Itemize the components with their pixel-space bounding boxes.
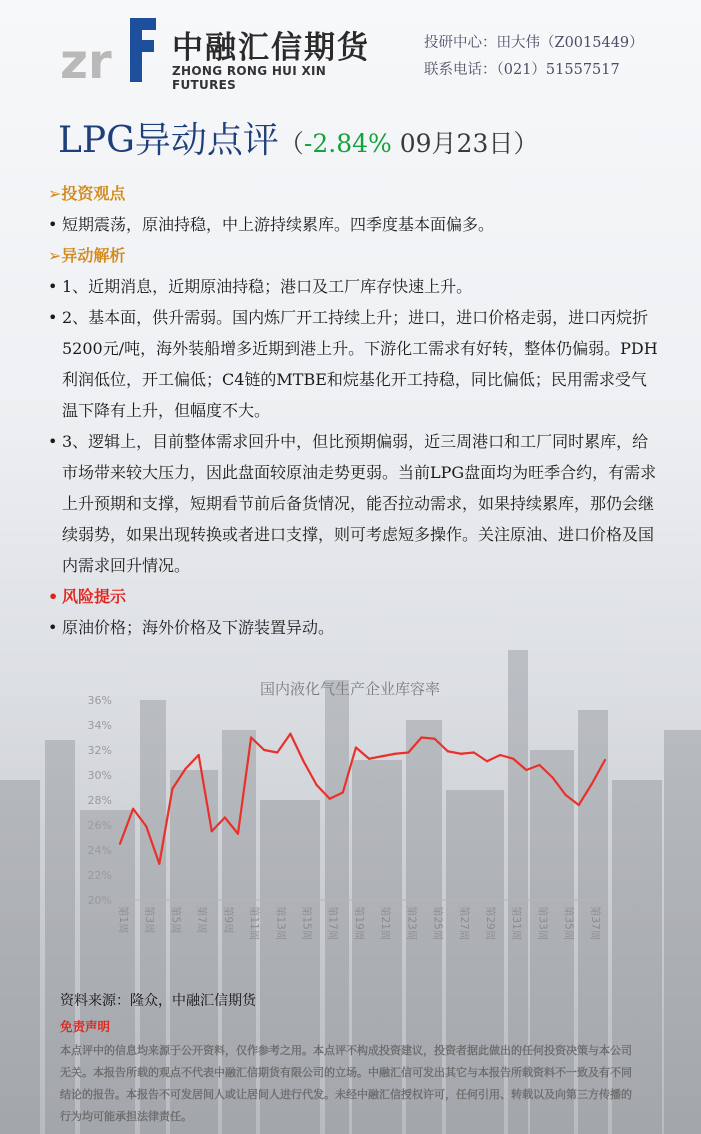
data-point [578, 804, 580, 806]
data-point [158, 863, 160, 865]
x-tick-label: 第33周 [536, 906, 549, 941]
y-tick-label: 24% [87, 844, 112, 857]
analysis-point: • 1、近期消息，近期原油持稳；港口及工厂库存快速上升。 [48, 271, 660, 302]
x-tick-label: 第23周 [405, 906, 418, 941]
data-point [512, 758, 514, 760]
x-tick-label: 第19周 [352, 906, 365, 941]
y-tick-label: 34% [87, 719, 112, 732]
arrow-icon: ➢ [48, 184, 62, 203]
report-date: 09月23日 [391, 129, 514, 158]
y-tick-label: 30% [87, 769, 112, 782]
data-source: 资料来源：隆众，中融汇信期货 [60, 993, 256, 1009]
y-tick-label: 26% [87, 819, 112, 832]
x-tick-label: 第17周 [326, 906, 339, 941]
y-tick-label: 32% [87, 744, 112, 757]
data-point [460, 753, 462, 755]
logo-chinese-name: 中融汇信期货 [172, 30, 370, 66]
svg-text:zr: zr [60, 34, 112, 82]
disclaimer-text: 本点评中的信息均来源于公开资料，仅作参考之用。本点评不构成投资建议，投资者据此做出的任何投资决策与本公司无关。本报告所载的观点不代表中融汇信期货有限公司的立场。中融汇信可发出其它与本报告所载资料不一致及有不同结论的报告。本报告不可发居间人或让居间人进行代发。未经中融汇信授权许可，任何引用、转载以及向第三方传播的行为均可能承担法律责任。 [60, 1044, 632, 1123]
data-point [473, 751, 475, 753]
x-tick-label: 第13周 [274, 906, 287, 941]
x-tick-label: 第15周 [300, 906, 313, 941]
series-line [120, 734, 605, 864]
data-point [276, 751, 278, 753]
data-point [551, 776, 553, 778]
data-point [132, 808, 134, 810]
data-point [171, 788, 173, 790]
data-point [538, 764, 540, 766]
data-point [381, 755, 383, 757]
data-point [604, 759, 606, 761]
data-point [591, 783, 593, 785]
x-tick-label: 第3周 [143, 906, 156, 934]
y-tick-label: 28% [87, 794, 112, 807]
data-point [407, 751, 409, 753]
data-point [198, 754, 200, 756]
x-tick-label: 第25周 [431, 906, 444, 941]
data-point [486, 760, 488, 762]
title-open-paren: （ [278, 129, 304, 158]
data-point [368, 758, 370, 760]
data-point [447, 750, 449, 752]
title-close-paren: ） [513, 129, 539, 158]
data-point [224, 816, 226, 818]
title-sub [279, 129, 538, 158]
data-point [289, 733, 291, 735]
risk-point: • 原油价格；海外价格及下游装置异动。 [48, 612, 660, 643]
report-body [48, 178, 660, 643]
x-tick-label: 第11周 [248, 906, 261, 941]
data-point [394, 753, 396, 755]
data-point [433, 738, 435, 740]
y-tick-label: 20% [87, 894, 112, 907]
data-point [263, 749, 265, 751]
x-tick-label: 第27周 [457, 906, 470, 941]
x-tick-label: 第29周 [484, 906, 497, 941]
data-point [119, 843, 121, 845]
data-point [302, 760, 304, 762]
data-point [250, 736, 252, 738]
analysis-point: • 3、逻辑上，目前整体需求回升中，但比预期偏弱，近三周港口和工厂同时累库，给市场带来较大压力，因此盘面较原油走势更弱。当前LPG盘面均为旺季合约，有需求上升预期和支撑，短期看节前后备货情况，能否拉动需求，如果持续累库，那仍会继续弱势，如果出现转换或者进口支撑，则可考虑短多操作。关注原油、进口价格及国内需求回升情况。 [48, 426, 660, 581]
title-main: LPG异动点评 [58, 120, 279, 161]
data-point [145, 825, 147, 827]
data-point [499, 754, 501, 756]
x-tick-label: 第37周 [588, 906, 601, 941]
data-point [342, 791, 344, 793]
data-point [237, 833, 239, 835]
x-tick-label: 第9周 [221, 906, 234, 934]
price-change: -2.84% [303, 129, 392, 158]
data-point [211, 830, 213, 832]
inventory-line-chart [60, 672, 640, 972]
chart-title: 国内液化气生产企业库容率 [259, 680, 441, 698]
section-heading-risk: • 风险提示 [48, 581, 660, 612]
x-tick-label: 第31周 [510, 906, 523, 941]
x-tick-label: 第21周 [379, 906, 392, 941]
data-point [525, 769, 527, 771]
analyst-contact: 投研中心：田大伟（Z0015449） [424, 35, 644, 51]
x-tick-label: 第5周 [169, 906, 182, 934]
section-heading-analysis: ➢异动解析 [48, 246, 126, 265]
data-point [316, 784, 318, 786]
report-title [58, 112, 538, 163]
arrow-icon: ➢ [48, 246, 62, 265]
analysis-point: • 2、基本面，供升需弱。国内炼厂开工持续上升；进口，进口价格走弱，进口丙烷折5200元/吨，海外装船增多近期到港上升。下游化工需求有好转，整体仍偏弱。PDH利润低位，开工偏低；C4链的MTBE和烷基化开工持稳，同比偏低；民用需求受气温下降有上升，但幅度不大。 [48, 302, 660, 426]
disclaimer-title: 免责声明 [60, 1019, 111, 1034]
data-point [420, 736, 422, 738]
section-heading-view: ➢投资观点 [48, 184, 126, 203]
logo-english-name: ZHONG RONG HUI XIN FUTURES [172, 64, 327, 92]
x-tick-label: 第1周 [117, 906, 129, 934]
x-tick-label: 第7周 [195, 906, 208, 934]
logo-mark-icon [60, 14, 160, 82]
contact-info [424, 30, 644, 84]
y-tick-label: 22% [87, 869, 112, 882]
view-point: • 短期震荡，原油持稳，中上游持续累库。四季度基本面偏多。 [48, 209, 660, 240]
company-logo [60, 10, 380, 92]
data-point [565, 794, 567, 796]
x-tick-label: 第35周 [562, 906, 575, 941]
y-tick-label: 36% [87, 694, 112, 707]
data-point [355, 746, 357, 748]
phone-contact: 联系电话：（021）51557517 [424, 62, 620, 78]
data-point [184, 768, 186, 770]
data-point [329, 798, 331, 800]
